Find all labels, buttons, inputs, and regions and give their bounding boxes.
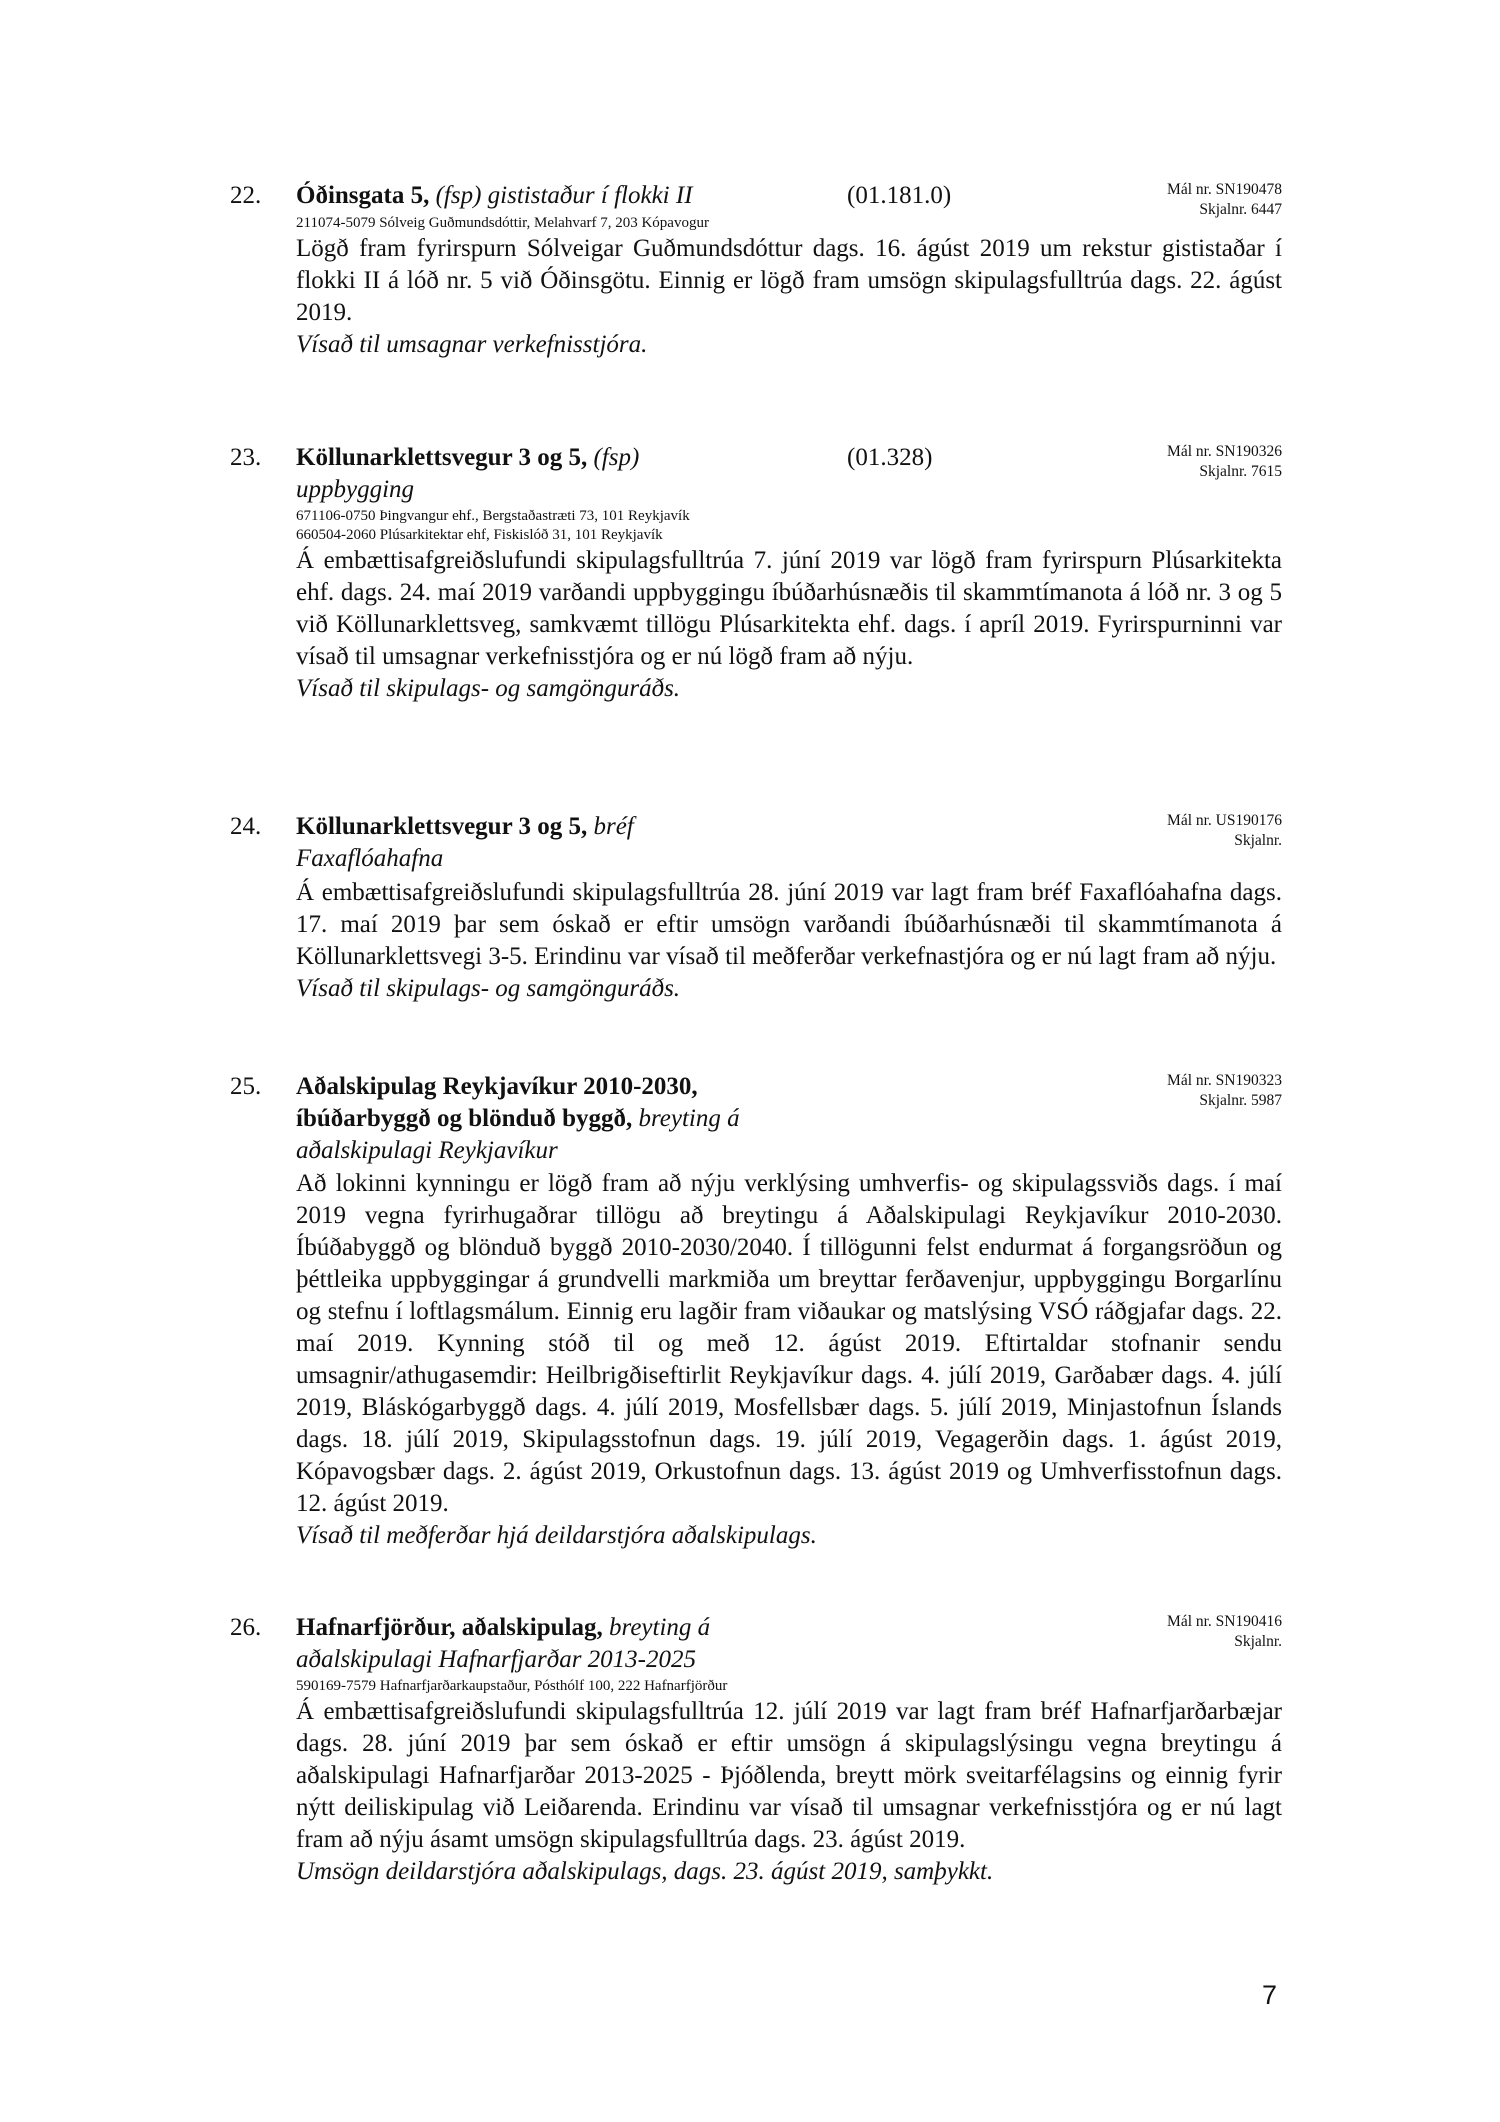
item-title-line2: íbúðarbyggð og blönduð byggð, [296, 1105, 633, 1132]
item-body [296, 214, 1282, 361]
item-resolution: Vísað til meðferðar hjá deildarstjóra aðalskipulags. [296, 1522, 817, 1549]
case-reference [1167, 442, 1282, 482]
item-subtitle: (fsp) gististaður í flokki II [435, 182, 693, 209]
item-subtitle-line2: aðalskipulagi Hafnarfjarðar 2013-2025 [296, 1646, 697, 1673]
case-reference [1167, 1612, 1282, 1652]
item-code: (01.328) [847, 444, 933, 471]
item-title: Aðalskipulag Reykjavíkur 2010-2030, [296, 1073, 698, 1100]
item-code: (01.181.0) [847, 182, 952, 209]
item-body [296, 1168, 1282, 1552]
item-body [296, 507, 1282, 705]
item-body [296, 877, 1282, 1005]
item-subtitle: (fsp) [593, 444, 640, 471]
item-title: Hafnarfjörður, aðalskipulag, [296, 1614, 603, 1641]
item-resolution: Vísað til umsagnar verkefnisstjóra. [296, 331, 648, 358]
item-heading [296, 1612, 946, 1676]
item-title: Köllunarklettsvegur 3 og 5, [296, 813, 588, 840]
item-subtitle-line2: aðalskipulagi Reykjavíkur [296, 1137, 558, 1164]
document-number: Skjalnr. 6447 [1199, 201, 1282, 218]
item-description: Á embættisafgreiðslufundi skipulagsfulltrúa 12. júlí 2019 var lagt fram bréf Hafnarfjarðarbæjar dags. 28. júní 2019 þar sem óskað er eftir umsögn á skipulagslýsingu vegna breytingu á aðalskipulagi Hafnarfjarðar 2013-2025 - Þjóðlenda, breytt mörk sveitarfélagsins og einnig fyrir nýtt deiliskipulag við Leiðarenda. Erindinu var vísað til umsagnar verkefnisstjóra og er nú lagt fram að nýju ásamt umsögn skipulagsfulltrúa dags. 23. ágúst 2019. [296, 1698, 1282, 1853]
case-number: Mál nr. SN190326 [1167, 443, 1282, 460]
applicant: 660504-2060 Plúsarkitektar ehf, Fiskislóð 31, 101 Reykjavík [296, 527, 663, 543]
item-subtitle-line2: Faxaflóahafna [296, 845, 444, 872]
item-number: 23. [230, 444, 262, 471]
applicant: 590169-7579 Hafnarfjarðarkaupstaður, Pósthólf 100, 222 Hafnarfjörður [296, 1678, 728, 1694]
document-number: Skjalnr. [1234, 1633, 1282, 1650]
case-reference [1167, 1071, 1282, 1111]
document-number: Skjalnr. 7615 [1199, 463, 1282, 480]
document-number: Skjalnr. 5987 [1199, 1092, 1282, 1109]
item-description: Lögð fram fyrirspurn Sólveigar Guðmundsdóttur dags. 16. ágúst 2019 um rekstur gististaðar í flokki II á lóð nr. 5 við Óðinsgötu. Einnig er lögð fram umsögn skipulagsfulltrúa dags. 22. ágúst 2019. [296, 235, 1282, 326]
item-number: 22. [230, 182, 262, 209]
item-subtitle-line2: uppbygging [296, 476, 415, 503]
item-heading [296, 811, 946, 875]
item-description: Á embættisafgreiðslufundi skipulagsfulltrúa 7. júní 2019 var lögð fram fyrirspurn Plúsarkitekta ehf. dags. 24. maí 2019 varðandi uppbyggingu íbúðarhúsnæðis til skammtímanota á lóð nr. 3 og 5 við Köllunarklettsveg, samkvæmt tillögu Plúsarkitekta ehf. dags. í apríl 2019. Fyrirspurninni var vísað til umsagnar verkefnisstjóra og er nú lögð fram að nýju. [296, 547, 1282, 670]
item-subtitle: breyting á [638, 1105, 740, 1132]
item-number: 26. [230, 1614, 262, 1641]
item-resolution: Vísað til skipulags- og samgönguráðs. [296, 975, 681, 1002]
item-subtitle: breyting á [609, 1614, 711, 1641]
item-title: Köllunarklettsvegur 3 og 5, [296, 444, 588, 471]
item-title: Óðinsgata 5, [296, 182, 430, 209]
item-resolution: Umsögn deildarstjóra aðalskipulags, dags. 23. ágúst 2019, samþykkt. [296, 1858, 994, 1885]
applicant: 211074-5079 Sólveig Guðmundsdóttir, Melahvarf 7, 203 Kópavogur [296, 215, 709, 231]
item-description: Á embættisafgreiðslufundi skipulagsfulltrúa 28. júní 2019 var lagt fram bréf Faxaflóahafna dags. 17. maí 2019 þar sem óskað er eftir umsögn varðandi íbúðarhúsnæði til skammtímanota á Köllunarklettsvegi 3-5. Erindinu var vísað til meðferðar verkefnastjóra og er nú lagt fram að nýju. [296, 879, 1282, 970]
page-number: 7 [1262, 1980, 1278, 2010]
item-subtitle: bréf [593, 813, 634, 840]
case-number: Mál nr. SN190416 [1167, 1613, 1282, 1630]
case-reference [1167, 811, 1282, 851]
case-number: Mál nr. US190176 [1167, 812, 1282, 829]
case-number: Mál nr. SN190478 [1167, 181, 1282, 198]
applicant: 671106-0750 Þingvangur ehf., Bergstaðastræti 73, 101 Reykjavík [296, 508, 690, 524]
document-number: Skjalnr. [1234, 832, 1282, 849]
case-number: Mál nr. SN190323 [1167, 1072, 1282, 1089]
item-description: Að lokinni kynningu er lögð fram að nýju verklýsing umhverfis- og skipulagssviðs dags. í maí 2019 vegna fyrirhugaðrar tillögu að breytingu á Aðalskipulagi Reykjavíkur 2010-2030. Íbúðabyggð og blönduð byggð 2010-2030/2040. Í tillögunni felst endurmat á forgangsröðun og þéttleika uppbyggingar á grundvelli markmiða um breyttar ferðavenjur, uppbyggingu Borgarlínu og stefnu í loftlagsmálum. Einnig eru lagðir fram viðaukar og matslýsing VSÓ ráðgjafar dags. 22. maí 2019. Kynning stóð til og með 12. ágúst 2019. Eftirtaldar stofnanir sendu umsagnir/athugasemdir: Heilbrigðiseftirlit Reykjavíkur dags. 4. júlí 2019, Garðabær dags. 4. júlí 2019, Bláskógarbyggð dags. 4. júlí 2019, Mosfellsbær dags. 5. júlí 2019, Minjastofnun Íslands dags. 18. júlí 2019, Skipulagsstofnun dags. 19. júlí 2019, Vegagerðin dags. 1. ágúst 2019, Kópavogsbær dags. 2. ágúst 2019, Orkustofnun dags. 13. ágúst 2019 og Umhverfisstofnun dags. 12. ágúst 2019. [296, 1170, 1282, 1517]
item-body [296, 1677, 1282, 1888]
item-heading [296, 1071, 946, 1167]
item-resolution: Vísað til skipulags- og samgönguráðs. [296, 675, 681, 702]
item-number: 25. [230, 1073, 262, 1100]
item-number: 24. [230, 813, 262, 840]
